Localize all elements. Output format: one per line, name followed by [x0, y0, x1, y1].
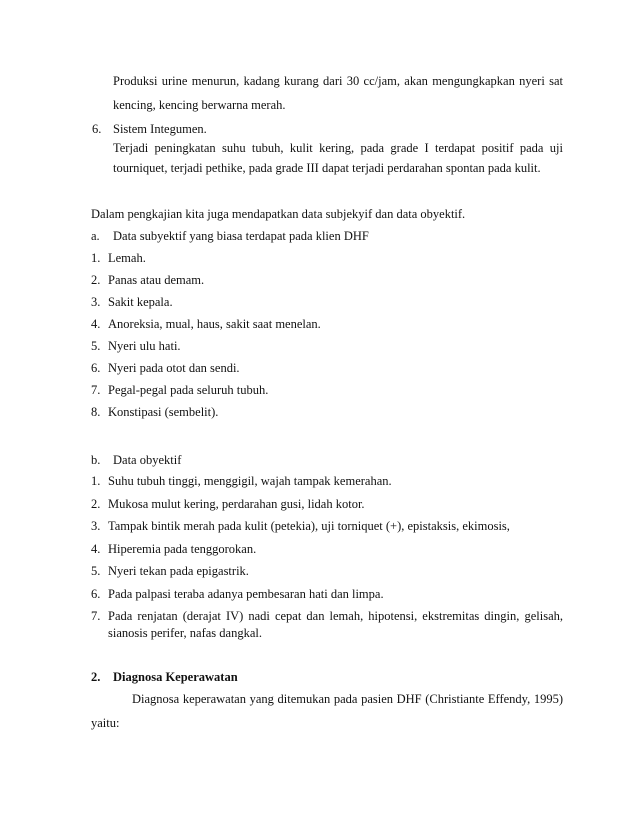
- subjective-item-text: Pegal-pegal pada seluruh tubuh.: [108, 383, 269, 397]
- objective-item-text: Mukosa mulut kering, perdarahan gusi, lidah kotor.: [108, 496, 365, 511]
- intro-line-1: Produksi urine menurun, kadang kurang dari 30 cc/jam, akan mengungkapkan nyeri sat: [113, 74, 563, 88]
- subjective-item-number: 2.: [91, 273, 101, 287]
- section-2-number: 2.: [91, 670, 101, 684]
- objective-item-text: Pada palpasi teraba adanya pembesaran hati dan limpa.: [108, 586, 384, 601]
- objective-item-7-line-2: sianosis perifer, nafas dangkal.: [108, 626, 262, 640]
- subjective-title: Data subyektif yang biasa terdapat pada klien DHF: [113, 229, 369, 243]
- objective-item-text: Nyeri tekan pada epigastrik.: [108, 564, 249, 578]
- subjective-item-number: 4.: [91, 317, 101, 331]
- subjective-item-number: 5.: [91, 339, 101, 353]
- objective-item-number: 1.: [91, 474, 101, 488]
- subjective-item-text: Anoreksia, mual, haus, sakit saat menelan.: [108, 317, 321, 331]
- section-2-line-1: Diagnosa keperawatan yang ditemukan pada pasien DHF (Christiante Effendy, 1995): [132, 692, 563, 706]
- subjective-item-text: Nyeri pada otot dan sendi.: [108, 361, 240, 375]
- objective-item-text: Pada renjatan (derajat IV) nadi cepat dan lemah, hipotensi, ekstremitas dingin, gelisah,: [108, 609, 563, 623]
- objective-item-text: Tampak bintik merah pada kulit (petekia), uji torniquet (+), epistaksis, ekimosis,: [108, 519, 510, 533]
- objective-item-number: 5.: [91, 564, 101, 578]
- item-6-number: 6.: [92, 122, 102, 136]
- item-6-line-2: tourniquet, terjadi pethike, pada grade III dapat terjadi perdarahan spontan pada kulit.: [113, 161, 541, 175]
- subjective-letter: a.: [91, 229, 100, 243]
- assessment-intro: Dalam pengkajian kita juga mendapatkan data subjekyif dan data obyektif.: [91, 207, 466, 221]
- intro-line-2: kencing, kencing berwarna merah.: [113, 98, 286, 112]
- subjective-item-number: 7.: [91, 383, 101, 397]
- subjective-item-text: Panas atau demam.: [108, 273, 205, 287]
- objective-letter: b.: [91, 453, 101, 467]
- objective-item-number: 2.: [91, 496, 101, 511]
- objective-item-number: 3.: [91, 519, 101, 533]
- subjective-item-text: Sakit kepala.: [108, 295, 173, 309]
- objective-title: Data obyektif: [113, 453, 182, 467]
- subjective-item-number: 6.: [91, 361, 101, 375]
- objective-item-number: 6.: [91, 586, 101, 601]
- objective-item-number: 7.: [91, 609, 101, 623]
- subjective-item-text: Lemah.: [108, 251, 146, 265]
- item-6-line-1: Terjadi peningkatan suhu tubuh, kulit kering, pada grade I terdapat positif pada uji: [113, 141, 563, 155]
- item-6-title: Sistem Integumen.: [113, 122, 207, 136]
- subjective-item-number: 1.: [91, 251, 101, 265]
- section-2-line-2: yaitu:: [91, 716, 120, 730]
- subjective-item-text: Nyeri ulu hati.: [108, 339, 181, 353]
- objective-item-text: Hiperemia pada tenggorokan.: [108, 541, 257, 556]
- section-2-title: Diagnosa Keperawatan: [113, 670, 238, 684]
- objective-item-text: Suhu tubuh tinggi, menggigil, wajah tampak kemerahan.: [108, 474, 392, 488]
- subjective-item-number: 3.: [91, 295, 101, 309]
- subjective-item-text: Konstipasi (sembelit).: [108, 405, 219, 419]
- subjective-item-number: 8.: [91, 405, 101, 419]
- objective-item-number: 4.: [91, 541, 101, 556]
